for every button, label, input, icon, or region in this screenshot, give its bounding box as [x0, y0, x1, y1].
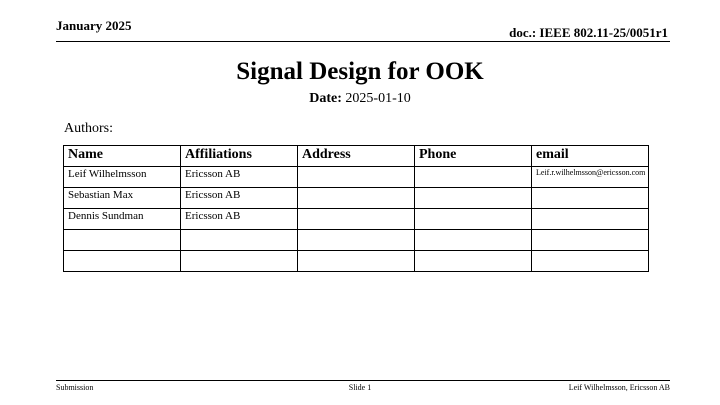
author-phone — [415, 167, 532, 188]
column-header-phone: Phone — [415, 146, 532, 167]
column-header-name: Name — [64, 146, 181, 167]
date-line — [0, 91, 720, 107]
author-address — [298, 188, 415, 209]
author-affiliation — [181, 230, 298, 251]
author-name: Dennis Sundman — [64, 209, 181, 230]
table-header-row — [64, 146, 649, 167]
table-row — [64, 188, 649, 209]
slide-title: Signal Design for OOK — [236, 58, 484, 85]
author-affiliation: Ericsson AB — [181, 167, 298, 188]
author-email — [532, 188, 649, 209]
author-phone — [415, 209, 532, 230]
author-phone — [415, 188, 532, 209]
footer-slide-number: Slide 1 — [348, 383, 372, 392]
header-date: January 2025 — [56, 18, 132, 33]
date-value: 2025-01-10 — [345, 91, 411, 106]
author-phone — [415, 251, 532, 272]
author-email — [532, 209, 649, 230]
table-row — [64, 167, 649, 188]
author-affiliation — [181, 251, 298, 272]
table-row — [64, 209, 649, 230]
author-name: Leif Wilhelmsson — [64, 167, 181, 188]
author-email: Leif.r.wilhelmsson@ericsson.com — [532, 167, 649, 188]
column-header-email: email — [532, 146, 649, 167]
authors-table — [63, 145, 649, 272]
author-address — [298, 251, 415, 272]
date-label: Date: — [309, 91, 342, 106]
author-name — [64, 230, 181, 251]
author-affiliation: Ericsson AB — [181, 209, 298, 230]
author-name — [64, 251, 181, 272]
author-email — [532, 251, 649, 272]
author-affiliation: Ericsson AB — [181, 188, 298, 209]
author-phone — [415, 230, 532, 251]
author-name: Sebastian Max — [64, 188, 181, 209]
author-address — [298, 167, 415, 188]
column-header-address: Address — [298, 146, 415, 167]
table-row — [64, 251, 649, 272]
authors-label: Authors: — [64, 121, 113, 136]
header-doc-id: doc.: IEEE 802.11-25/0051r1 — [509, 25, 668, 40]
author-address — [298, 230, 415, 251]
footer-divider — [56, 380, 670, 381]
footer-submission: Submission — [56, 383, 94, 392]
header-divider — [56, 41, 670, 42]
author-email — [532, 230, 649, 251]
footer-author: Leif Wilhelmsson, Ericsson AB — [568, 383, 670, 392]
author-address — [298, 209, 415, 230]
table-row — [64, 230, 649, 251]
column-header-affiliations: Affiliations — [181, 146, 298, 167]
